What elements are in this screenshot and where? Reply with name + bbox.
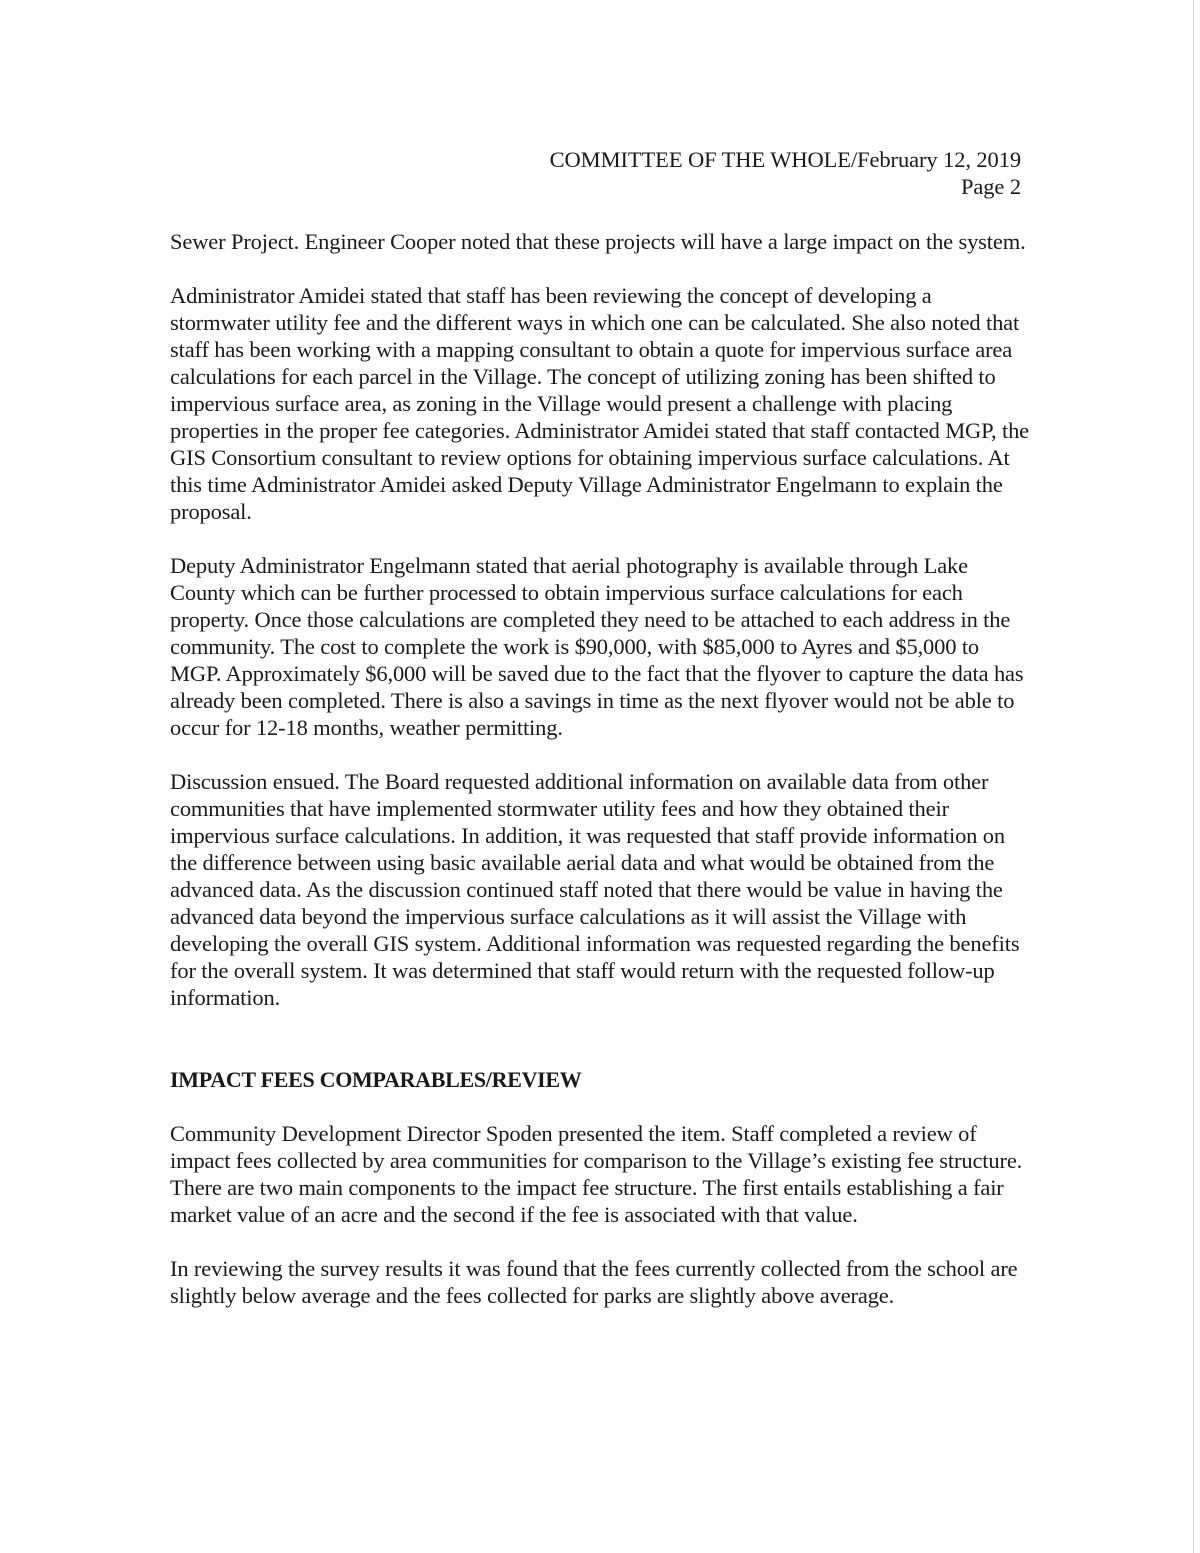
paragraph-aerial-photography: Deputy Administrator Engelmann stated that aerial photography is available through Lake County which can be further processed to obtain impervious surface calculations for each property. Once those calculations are completed they need to be attached to each address in the community. The cost to complete the work is $90,000, with $85,000 to Ayres and $5,000 to MGP. Approximately $6,000 will be saved due to the fact that the flyover to capture the data has already been completed. There is also a savings in time as the next flyover would not be able to occur for 12-18 months, weather permitting.	[170, 553, 1024, 740]
paragraph-impact-fees-review: Community Development Director Spoden presented the item. Staff completed a review of impact fees collected by area communities for comparison to the Village’s existing fee structure. There are two main components to the impact fee structure. The first entails establishing a fair market value of an acre and the second if the fee is associated with that value.	[170, 1121, 1023, 1227]
document-body	[170, 228, 1030, 1309]
paragraph-stormwater-fee: Administrator Amidei stated that staff has been reviewing the concept of developing a stormwater utility fee and the different ways in which one can be calculated. She also noted that staff has been working with a mapping consultant to obtain a quote for impervious surface area calculations for each parcel in the Village. The concept of utilizing zoning has been shifted to impervious surface area, as zoning in the Village would present a challenge with placing properties in the proper fee categories. Administrator Amidei stated that staff contacted MGP, the GIS Consortium consultant to review options for obtaining impervious surface calculations. At this time Administrator Amidei asked Deputy Village Administrator Engelmann to explain the proposal.	[170, 283, 1030, 524]
scan-edge-line	[1193, 0, 1194, 1553]
paragraph-survey-results: In reviewing the survey results it was found that the fees currently collected from the school are slightly below average and the fees collected for parks are slightly above average.	[170, 1256, 1018, 1308]
section-heading-impact-fees: IMPACT FEES COMPARABLES/REVIEW	[170, 1067, 582, 1092]
page-header	[550, 146, 1021, 200]
paragraph-discussion: Discussion ensued. The Board requested additional information on available data from other communities that have implemented stormwater utility fees and how they obtained their impervious surface calculations. In addition, it was requested that staff provide information on the difference between using basic available aerial data and what would be obtained from the advanced data. As the discussion continued staff noted that there would be value in having the advanced data beyond the impervious surface calculations as it will assist the Village with developing the overall GIS system. Additional information was requested regarding the benefits for the overall system. It was determined that staff would return with the requested follow-up information.	[170, 769, 1020, 1010]
paragraph-sewer-project: Sewer Project. Engineer Cooper noted that these projects will have a large impact on the system.	[170, 229, 1026, 254]
header-title: COMMITTEE OF THE WHOLE/February 12, 2019	[549, 147, 1021, 172]
page-number: Page 2	[960, 174, 1021, 199]
